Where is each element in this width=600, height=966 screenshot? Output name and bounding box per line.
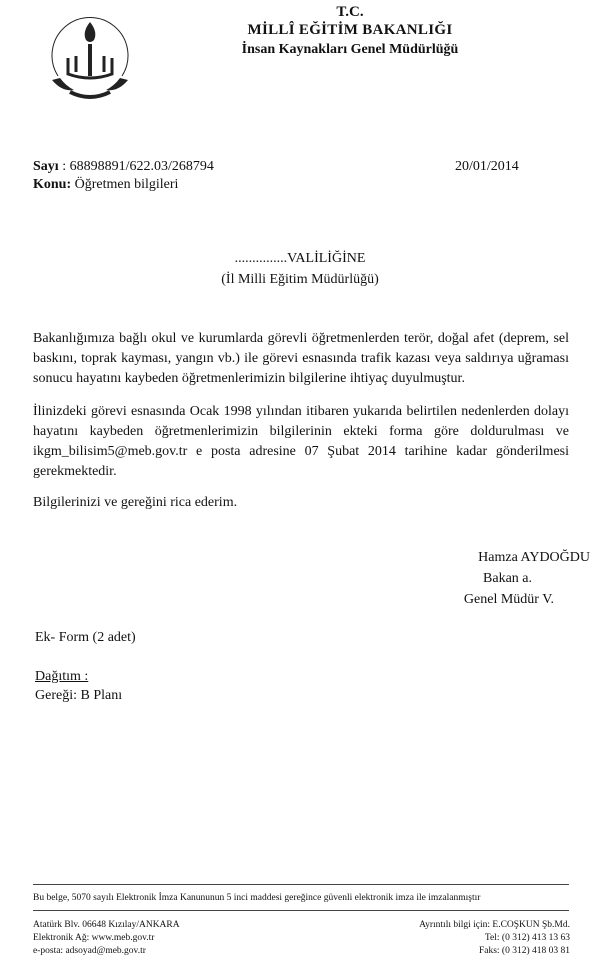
footer-contact-left xyxy=(33,919,180,958)
sayi-label: Sayı xyxy=(33,159,59,174)
header-department: İnsan Kaynakları Genel Müdürlüğü xyxy=(241,42,459,57)
konu-value: Öğretmen bilgileri xyxy=(74,177,179,192)
e-signature-note: Bu belge, 5070 sayılı Elektronik İmza Kanununun 5 inci maddesi gereğince güvenli elektronik imza ile imzalanmıştır xyxy=(33,893,481,903)
attachment-line: Ek- Form (2 adet) xyxy=(35,630,136,645)
footer-email: e-posta: adsoyad@meb.gov.tr xyxy=(33,946,146,956)
reference-number-line xyxy=(33,159,214,175)
subject-line xyxy=(33,177,178,193)
document-date: 20/01/2014 xyxy=(455,159,519,174)
konu-label: Konu: xyxy=(33,177,72,192)
signatory-role-1: Bakan a. xyxy=(483,571,532,586)
header-country: T.C. xyxy=(336,4,364,20)
footer-contact-right xyxy=(400,919,570,958)
footer-top-rule xyxy=(33,884,569,885)
signatory-name: Hamza AYDOĞDU xyxy=(478,550,590,565)
footer-fax: Faks: (0 312) 418 03 81 xyxy=(478,946,570,956)
ministry-seal-logo xyxy=(40,6,140,106)
distribution-label: Dağıtım : xyxy=(35,669,89,684)
footer-address: Atatürk Blv. 06648 Kızılay/ANKARA xyxy=(33,920,180,930)
footer-tel: Tel: (0 312) 413 13 63 xyxy=(484,933,570,943)
footer-mid-rule xyxy=(33,910,569,911)
header-ministry: MİLLÎ EĞİTİM BAKANLIĞI xyxy=(247,22,453,38)
footer-info: Ayrıntılı bilgi için: E.COŞKUN Şb.Md. xyxy=(419,920,570,930)
footer-web: Elektronik Ağ: www.meb.gov.tr xyxy=(33,933,155,943)
body-paragraph-2: İlinizdeki görevi esnasında Ocak 1998 yılından itibaren yukarıda belirtilen nedenlerden dolayı hayatını kaybeden öğretmenlerimizin bilgilerinin ekteki forma göre doldurulması ve ikgm_bilisim5@meb.gov.tr e posta adresine 07 Şubat 2014 tarihine kadar gönderilmesi gerekmektedir. xyxy=(33,404,569,479)
signatory-role-2: Genel Müdür V. xyxy=(463,592,554,607)
body-paragraph-3: Bilgilerinizi ve gereğini rica ederim. xyxy=(33,495,238,510)
addressee-line2: (İl Milli Eğitim Müdürlüğü) xyxy=(221,272,379,287)
distribution-geregi: Gereği: B Planı xyxy=(35,688,123,703)
body-paragraph-1: Bakanlığımıza bağlı okul ve kurumlarda görevli öğretmenlerden terör, doğal afet (deprem, sel baskını, toprak kayması, yangın vb.) ile görevi esnasında trafik kazası veya saldırıya uğraması sonucu hayatını kaybeden öğretmenlerimizin bilgilerine ihtiyaç duyulmuştur. xyxy=(33,331,569,386)
addressee-line1: ...............VALİLİĞİNE xyxy=(234,251,366,266)
sayi-value: : 68898891/622.03/268794 xyxy=(62,159,214,174)
